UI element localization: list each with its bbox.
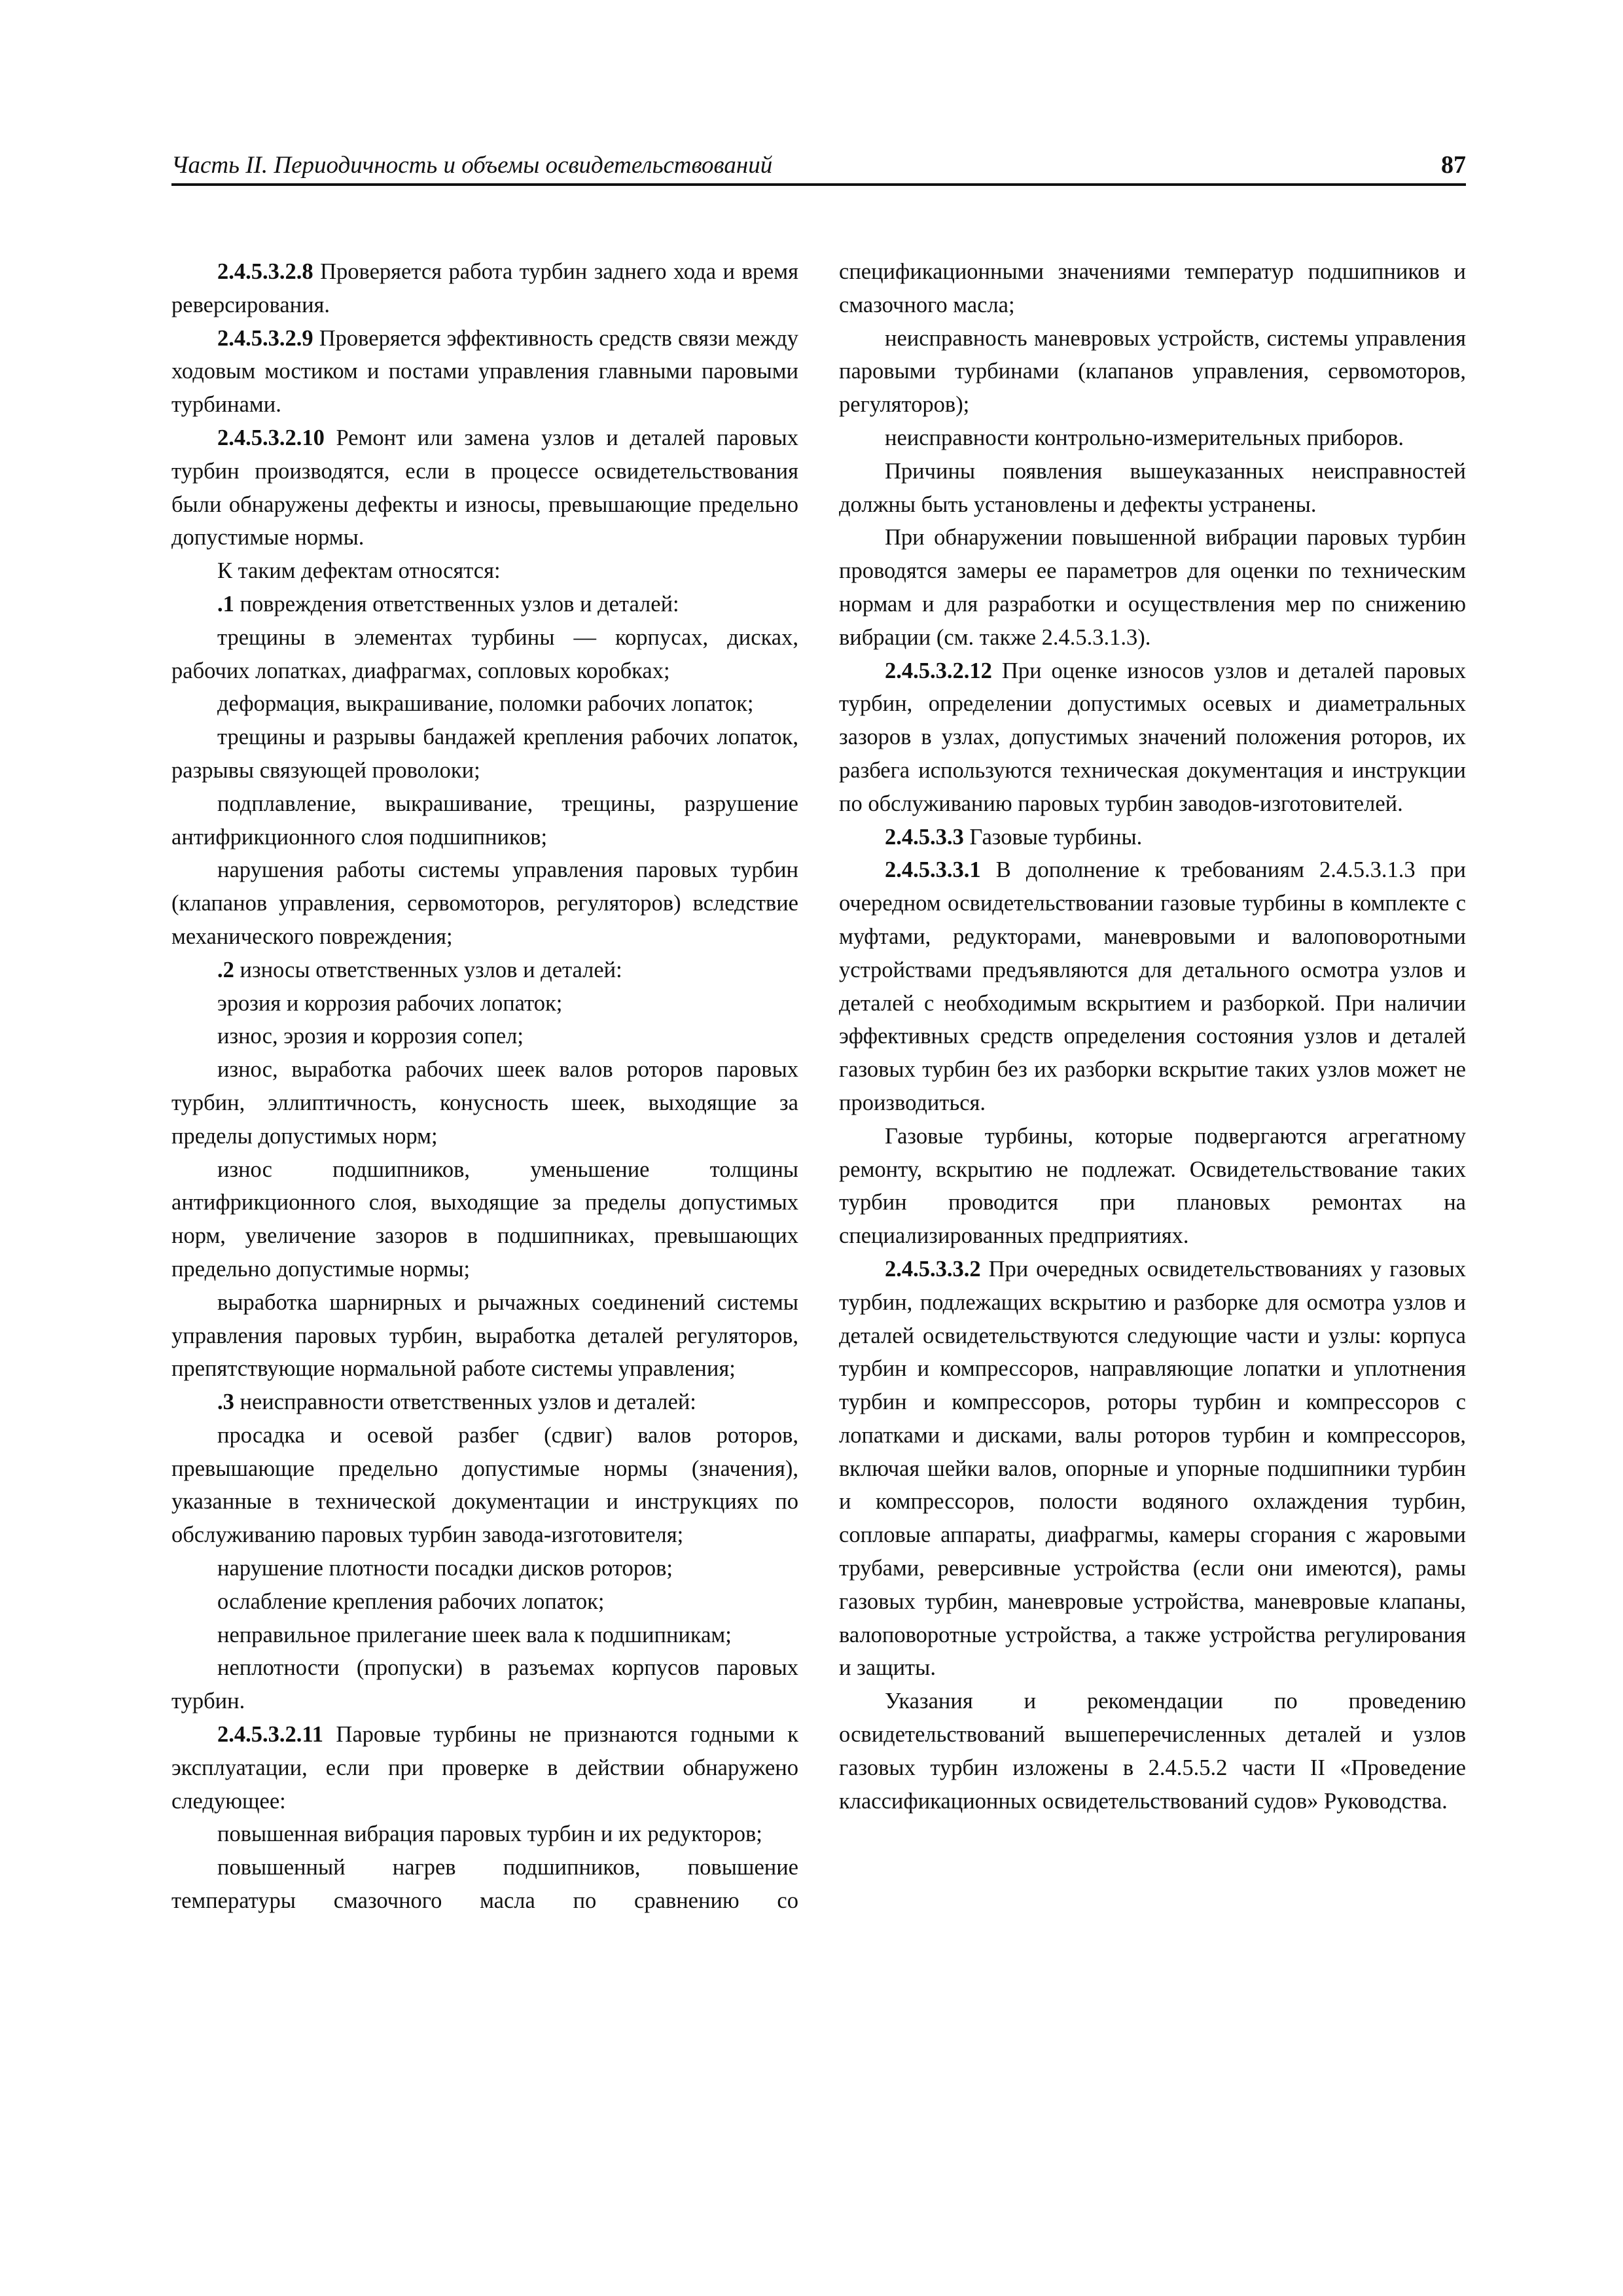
paragraph-text: износы ответственных узлов и деталей: bbox=[234, 957, 622, 982]
paragraph-text: Проверяется работа турбин заднего хода и время реверсирования. bbox=[171, 259, 798, 317]
paragraph-text: выработка шарнирных и рычажных соединений системы управления паровых турбин, выработка деталей регуляторов, препятствующие нормальной работе системы управления; bbox=[171, 1289, 798, 1382]
paragraph bbox=[171, 1851, 798, 1918]
paragraph-text: трещины и разрывы бандажей крепления рабочих лопаток, разрывы связующей проволоки; bbox=[171, 725, 798, 783]
clause-number: 2.4.5.3.3.1 bbox=[885, 857, 981, 883]
paragraph bbox=[171, 1419, 798, 1552]
paragraph-2-4-5-3-2-11 bbox=[171, 1718, 798, 1818]
paragraph-text: нарушение плотности посадки дисков роторов; bbox=[217, 1556, 673, 1581]
clause-number: 2.4.5.3.3.2 bbox=[885, 1256, 981, 1282]
list-item-2 bbox=[171, 954, 798, 987]
list-item-1 bbox=[171, 588, 798, 621]
paragraph-text: Паровые турбины не признаются годными к эксплуатации, если при проверке в действии обнаружено следующее: bbox=[171, 1722, 798, 1814]
paragraph bbox=[171, 1818, 798, 1851]
paragraph bbox=[171, 1153, 798, 1286]
page-number: 87 bbox=[1441, 151, 1466, 179]
paragraph bbox=[171, 787, 798, 854]
paragraph-text: К таким дефектам относятся: bbox=[217, 558, 501, 584]
right-column bbox=[839, 255, 1466, 1818]
paragraph-text: неплотности (пропуски) в разъемах корпусов паровых турбин. bbox=[171, 1655, 798, 1714]
paragraph-text: износ подшипников, уменьшение толщины антифрикционного слоя, выходящие за пределы допустимых норм, увеличение зазоров в подшипниках, превышающих предельно допустимые нормы; bbox=[171, 1157, 798, 1282]
paragraph-text: повышенный нагрев подшипников, повышение температуры смазочного масла по сравнению со bbox=[171, 1855, 798, 1914]
paragraph bbox=[839, 455, 1466, 522]
paragraph-text: нарушения работы системы управления паровых турбин (клапанов управления, сервомоторов, регуляторов) вследствие механического повреждения; bbox=[171, 857, 798, 949]
paragraph-text: трещины в элементах турбины — корпусах, дисках, рабочих лопатках, диафрагмах, сопловых коробках; bbox=[171, 624, 798, 683]
paragraph-text: Причины появления вышеуказанных неисправностей должны быть установлены и дефекты устранены. bbox=[839, 458, 1466, 517]
paragraph-2-4-5-3-2-12 bbox=[839, 655, 1466, 821]
paragraph-text: ослабление крепления рабочих лопаток; bbox=[217, 1588, 605, 1614]
paragraph bbox=[171, 853, 798, 953]
paragraph-text: В дополнение к требованиям 2.4.5.3.1.3 при очередном освидетельствовании газовые турбины в комплекте с муфтами, редукторами, маневровыми и валоповоротными устройствами предъявляются для детального осмотра узлов и деталей с необходимым вскрытием и разборкой. При наличии эффективных средств определения состояния узлов и деталей газовых турбин без их разборки вскрытие таких узлов может не производиться. bbox=[839, 857, 1466, 1115]
paragraph-2-4-5-3-2-10 bbox=[171, 422, 798, 554]
clause-number: 2.4.5.3.3 bbox=[885, 824, 964, 850]
paragraph-text: При оценке износов узлов и деталей паровых турбин, определении допустимых осевых и диаметральных зазоров в узлах, допустимых значений положения роторов, их разбега используются техническая документация и инструкции по обслуживанию паровых турбин заводов-изготовителей. bbox=[839, 658, 1466, 816]
paragraph-2-4-5-3-3-1 bbox=[839, 853, 1466, 1119]
paragraph-text: Проверяется эффективность средств связи между ходовым мостиком и постами управления главными паровыми турбинами. bbox=[171, 325, 798, 418]
paragraph-text: неправильное прилегание шеек вала к подшипникам; bbox=[217, 1622, 732, 1647]
list-number: .2 bbox=[217, 957, 234, 982]
paragraph-text: износ, выработка рабочих шеек валов роторов паровых турбин, эллиптичность, конусность шеек, выходящие за пределы допустимых норм; bbox=[171, 1057, 798, 1149]
paragraph bbox=[839, 322, 1466, 422]
paragraph-2-4-5-3-3 bbox=[839, 821, 1466, 854]
paragraph-2-4-5-3-2-8 bbox=[171, 255, 798, 322]
paragraph-2-4-5-3-3-2 bbox=[839, 1253, 1466, 1685]
clause-number: 2.4.5.3.2.9 bbox=[217, 325, 313, 351]
paragraph-text: неисправности ответственных узлов и деталей: bbox=[234, 1390, 696, 1415]
paragraph bbox=[171, 1619, 798, 1652]
paragraph-text: повышенная вибрация паровых турбин и их редукторов; bbox=[217, 1821, 762, 1847]
paragraph bbox=[171, 1053, 798, 1153]
paragraph bbox=[171, 554, 798, 588]
paragraph bbox=[171, 1585, 798, 1619]
paragraph bbox=[839, 422, 1466, 455]
paragraph bbox=[171, 1020, 798, 1053]
paragraph-text: Указания и рекомендации по проведению освидетельствований вышеперечисленных деталей и узлов газовых турбин изложены в 2.4.5.5.2 части II «Проведение классификационных освидетельствований судов» Руководства. bbox=[839, 1689, 1466, 1814]
paragraph bbox=[171, 1651, 798, 1718]
paragraph-text: Газовые турбины. bbox=[963, 824, 1143, 850]
running-header bbox=[171, 144, 1466, 186]
paragraph-text: неисправность маневровых устройств, системы управления паровыми турбинами (клапанов управления, сервомоторов, регуляторов); bbox=[839, 325, 1466, 418]
list-number: .3 bbox=[217, 1390, 234, 1415]
paragraph bbox=[171, 621, 798, 688]
paragraph-text: повреждения ответственных узлов и деталей: bbox=[234, 591, 679, 617]
clause-number: 2.4.5.3.2.11 bbox=[217, 1722, 323, 1748]
paragraph-text: спецификационными значениями температур подшипников и смазочного масла; bbox=[839, 259, 1466, 317]
paragraph-text: износ, эрозия и коррозия сопел; bbox=[217, 1024, 524, 1049]
paragraph-text: Ремонт или замена узлов и деталей паровых турбин производятся, если в процессе освидетельствования были обнаружены дефекты и износы, превышающие предельно допустимые нормы. bbox=[171, 425, 798, 550]
clause-number: 2.4.5.3.2.8 bbox=[217, 259, 313, 284]
paragraph bbox=[839, 1120, 1466, 1253]
paragraph bbox=[839, 521, 1466, 654]
paragraph-2-4-5-3-2-9 bbox=[171, 322, 798, 422]
paragraph-text: просадка и осевой разбег (сдвиг) валов роторов, превышающие предельно допустимые нормы (значения), указанные в технической документации и инструкциях по обслуживанию паровых турбин завода-изготовителя; bbox=[171, 1422, 798, 1548]
paragraph bbox=[839, 1685, 1466, 1818]
paragraph bbox=[171, 1286, 798, 1386]
paragraph-text: неисправности контрольно-измерительных приборов. bbox=[885, 425, 1404, 450]
paragraph bbox=[171, 687, 798, 721]
paragraph-text: эрозия и коррозия рабочих лопаток; bbox=[217, 990, 563, 1016]
paragraph-text: подплавление, выкрашивание, трещины, разрушение антифрикционного слоя подшипников; bbox=[171, 791, 798, 850]
paragraph bbox=[171, 1552, 798, 1585]
paragraph-continuation bbox=[839, 255, 1466, 322]
paragraph-text: деформация, выкрашивание, поломки рабочих лопаток; bbox=[217, 691, 754, 717]
clause-number: 2.4.5.3.2.12 bbox=[885, 658, 992, 683]
left-column bbox=[171, 255, 798, 1918]
paragraph bbox=[171, 987, 798, 1020]
paragraph-text: При очередных освидетельствованиях у газовых турбин, подлежащих вскрытию и разборке для осмотра узлов и деталей освидетельствуются следующие части и узлы: корпуса турбин и компрессоров, направляющие лопатки и уплотнения турбин и компрессоров, роторы турбин и компрессоров с лопатками и дисками, валы роторов турбин и компрессоров, включая шейки валов, опорные и упорные подшипники турбин и компрессоров, полости водяного охлаждения турбин, сопловые аппараты, диафрагмы, камеры сгорания с жаровыми трубами, реверсивные устройства (если они имеются), рамы газовых турбин, маневровые устройства, маневровые клапаны, валоповоротные устройства, а также устройства регулирования и защиты. bbox=[839, 1256, 1466, 1681]
paragraph-text: При обнаружении повышенной вибрации паровых турбин проводятся замеры ее параметров для оценки по техническим нормам и для разработки и осуществления мер по снижению вибрации (см. также 2.4.5.3.1.3). bbox=[839, 525, 1466, 650]
paragraph-text: Газовые турбины, которые подвергаются агрегатному ремонту, вскрытию не подлежат. Освидетельствование таких турбин проводится при плановых ремонтах на специализированных предприятиях. bbox=[839, 1123, 1466, 1249]
list-number: .1 bbox=[217, 591, 234, 617]
clause-number: 2.4.5.3.2.10 bbox=[217, 425, 325, 450]
header-title: Часть II. Периодичность и объемы освидетельствований bbox=[171, 152, 773, 179]
list-item-3 bbox=[171, 1386, 798, 1419]
paragraph bbox=[171, 721, 798, 787]
